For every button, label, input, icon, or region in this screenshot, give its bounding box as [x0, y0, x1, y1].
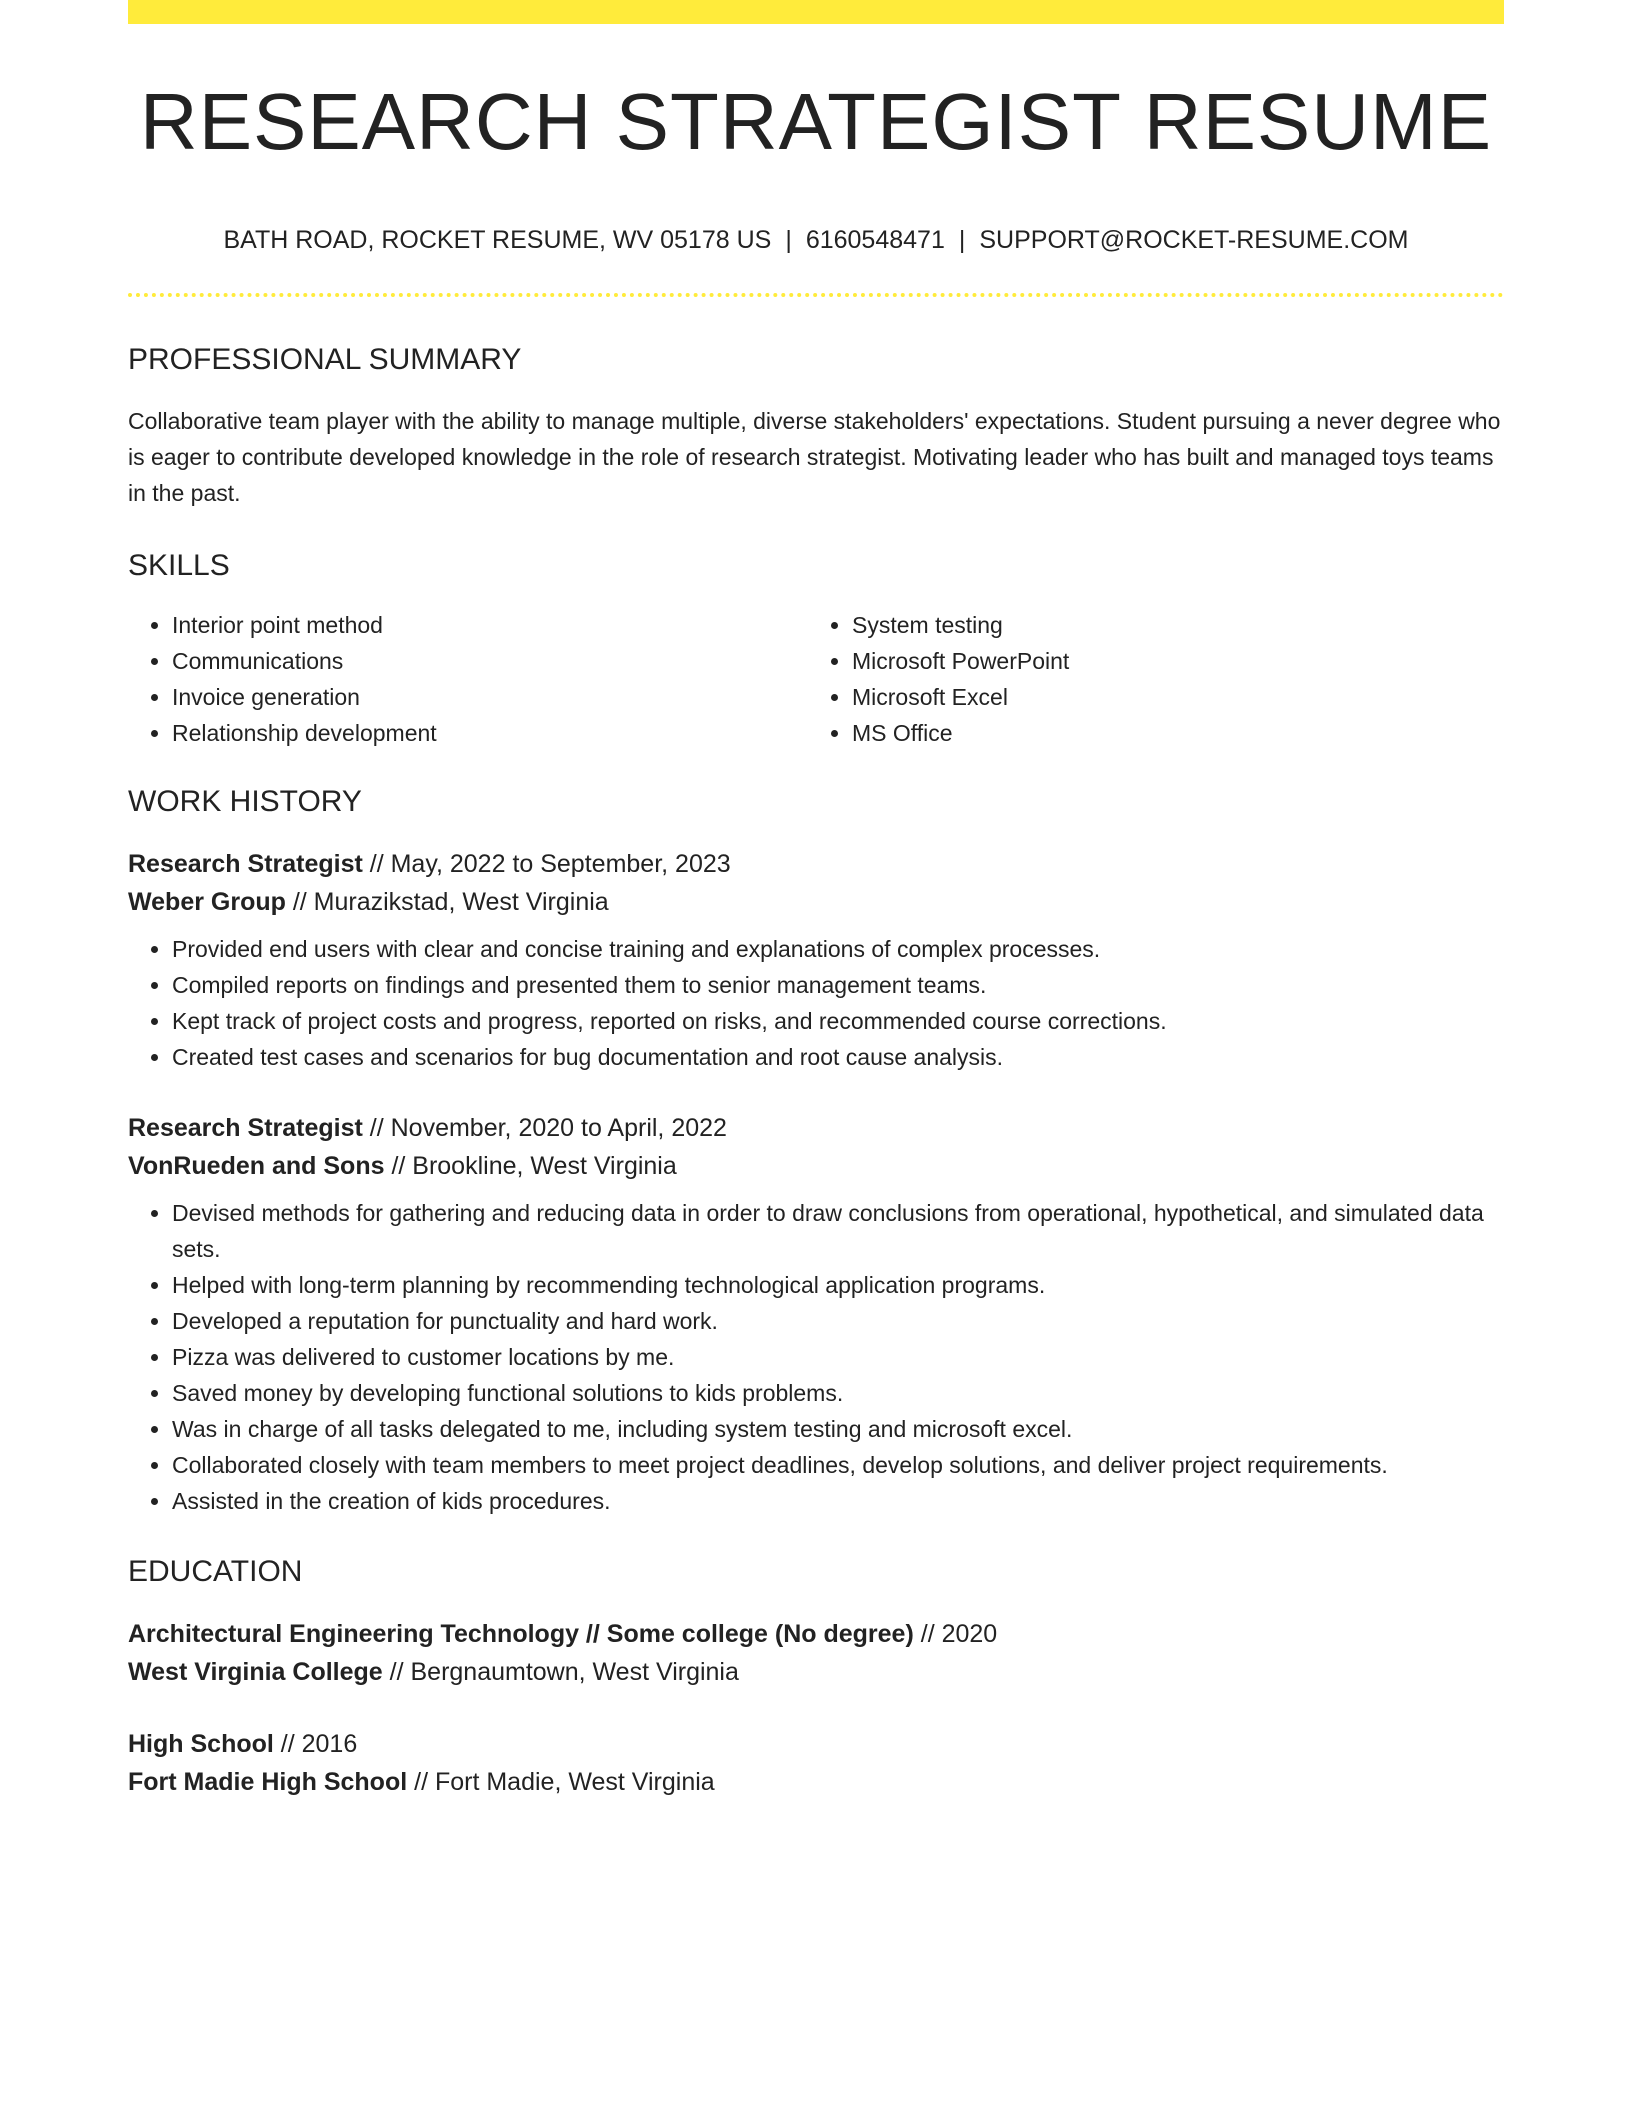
skill-item: • Invoice generation — [172, 679, 808, 715]
job-bullet: • Was in charge of all tasks delegated to me, including system testing and microsoft excel. — [172, 1411, 1504, 1447]
spacer — [128, 1691, 1504, 1725]
job-title-line — [128, 1109, 1504, 1147]
contact-email: SUPPORT@ROCKET-RESUME.COM — [979, 226, 1409, 254]
summary-section — [128, 345, 1504, 511]
contact-separator: | — [958, 226, 966, 254]
summary-text: Collaborative team player with the ability to manage multiple, diverse stakeholders' expectations. Student pursuing a never degree who is eager to contribute developed knowledge in the role of research strategist. Motivating leader who has built and managed toys teams in the past. — [128, 408, 1501, 506]
job-company: VonRueden and Sons — [128, 1152, 385, 1180]
job-bullet: • Helped with long-term planning by recommending technological application programs. — [172, 1267, 1504, 1303]
job-bullet: • Provided end users with clear and concise training and explanations of complex processes. — [172, 931, 1504, 967]
summary-heading: PROFESSIONAL SUMMARY — [128, 343, 522, 376]
job-bullet: • Developed a reputation for punctuality and hard work. — [172, 1303, 1504, 1339]
job-bullet: • Assisted in the creation of kids procedures. — [172, 1483, 1504, 1519]
job-entry — [128, 845, 1504, 1075]
job-dates: // May, 2022 to September, 2023 — [362, 850, 731, 878]
education-entry — [128, 1615, 1504, 1691]
job-entry — [128, 1109, 1504, 1519]
contact-address: BATH ROAD, ROCKET RESUME, WV 05178 US — [223, 226, 772, 254]
skill-item: • Communications — [172, 643, 808, 679]
education-degree-line — [128, 1615, 1504, 1653]
job-company-line — [128, 883, 1504, 921]
education-degree: High School — [128, 1730, 274, 1758]
education-school-line — [128, 1763, 1504, 1801]
job-bullet: • Created test cases and scenarios for bug documentation and root cause analysis. — [172, 1039, 1504, 1075]
skill-item: • System testing — [852, 607, 1488, 643]
education-location: // Fort Madie, West Virginia — [407, 1768, 715, 1796]
contact-info — [128, 228, 1504, 253]
skill-item: • MS Office — [852, 715, 1488, 751]
job-title: Research Strategist — [128, 850, 363, 878]
job-bullet: • Compiled reports on findings and presented them to senior management teams. — [172, 967, 1504, 1003]
education-school-line — [128, 1653, 1504, 1691]
education-location: // Bergnaumtown, West Virginia — [382, 1658, 739, 1686]
skill-item: • Relationship development — [172, 715, 808, 751]
education-degree-line — [128, 1725, 1504, 1763]
skills-column-right — [808, 607, 1488, 751]
page-title: RESEARCH STRATEGIST RESUME — [139, 77, 1493, 166]
skills-grid — [128, 607, 1504, 751]
skill-item: • Microsoft PowerPoint — [852, 643, 1488, 679]
work-heading: WORK HISTORY — [128, 785, 362, 818]
contact-phone: 6160548471 — [805, 226, 945, 254]
education-entry — [128, 1725, 1504, 1801]
work-section — [128, 787, 1504, 1519]
skill-item: • Interior point method — [172, 607, 808, 643]
job-location: // Brookline, West Virginia — [384, 1152, 677, 1180]
spacer — [128, 1075, 1504, 1109]
education-year: // 2016 — [273, 1730, 358, 1758]
job-title: Research Strategist — [128, 1114, 363, 1142]
resume-page — [128, 0, 1504, 1801]
job-location: // Murazikstad, West Virginia — [285, 888, 609, 916]
skills-section — [128, 551, 1504, 751]
job-company: Weber Group — [128, 888, 286, 916]
skills-column-left — [128, 607, 808, 751]
education-heading: EDUCATION — [128, 1555, 303, 1588]
job-bullet: • Kept track of project costs and progress, reported on risks, and recommended course corrections. — [172, 1003, 1504, 1039]
job-bullets — [128, 931, 1504, 1075]
skills-heading: SKILLS — [128, 549, 230, 582]
education-year: // 2020 — [913, 1620, 998, 1648]
job-company-line — [128, 1147, 1504, 1185]
job-bullet: • Pizza was delivered to customer locations by me. — [172, 1339, 1504, 1375]
header-divider — [128, 293, 1504, 297]
education-degree: Architectural Engineering Technology // Some college (No degree) — [128, 1620, 914, 1648]
education-school: West Virginia College — [128, 1658, 383, 1686]
job-bullets — [128, 1195, 1504, 1519]
job-bullet: • Collaborated closely with team members to meet project deadlines, develop solutions, and deliver project requirements. — [172, 1447, 1504, 1483]
job-title-line — [128, 845, 1504, 883]
top-accent-bar — [128, 0, 1504, 24]
contact-separator: | — [785, 226, 792, 254]
job-bullet: • Saved money by developing functional solutions to kids problems. — [172, 1375, 1504, 1411]
skill-item: • Microsoft Excel — [852, 679, 1488, 715]
education-section — [128, 1557, 1504, 1801]
job-dates: // November, 2020 to April, 2022 — [362, 1114, 727, 1142]
job-bullet: • Devised methods for gathering and reducing data in order to draw conclusions from operational, hypothetical, and simulated data sets. — [172, 1195, 1504, 1267]
education-school: Fort Madie High School — [128, 1768, 408, 1796]
